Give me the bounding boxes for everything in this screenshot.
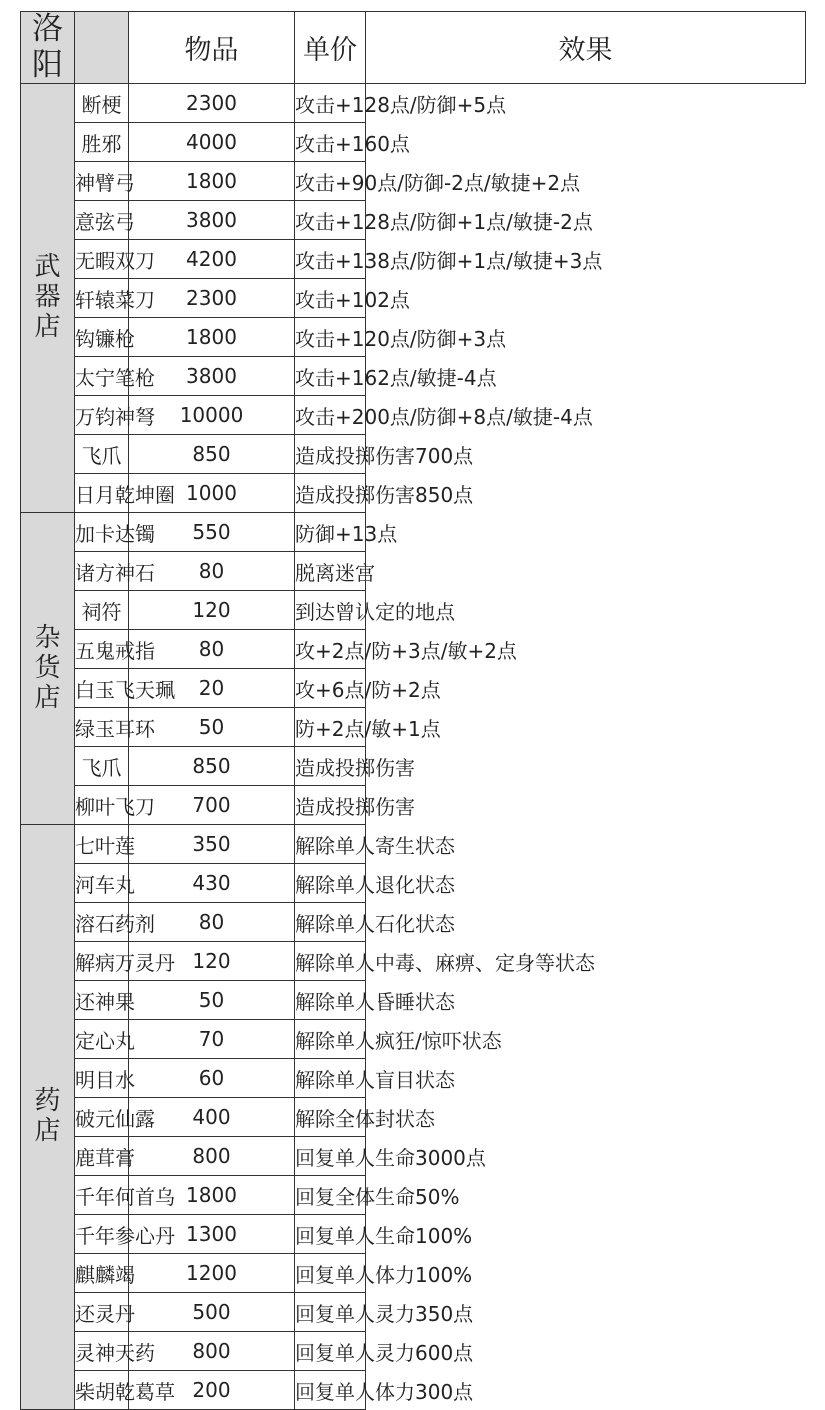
- item-price-cell: 50: [129, 981, 295, 1020]
- header-item: 物品: [129, 12, 295, 84]
- item-price-cell: 80: [129, 552, 295, 591]
- table-row: [21, 1176, 806, 1215]
- item-effect-cell: 回复单人体力300点: [295, 1371, 366, 1410]
- table-row: [21, 240, 806, 279]
- item-effect-cell: 解除全体封状态: [295, 1098, 366, 1137]
- item-price-cell: 70: [129, 1020, 295, 1059]
- table-row: [21, 84, 806, 123]
- item-effect-cell: 解除单人昏睡状态: [295, 981, 366, 1020]
- table-row: [21, 513, 806, 552]
- item-name-cell: 飞爪: [75, 747, 129, 786]
- item-name-cell: 鹿茸膏: [75, 1137, 129, 1176]
- item-name-cell: 祠符: [75, 591, 129, 630]
- item-effect-cell: 造成投掷伤害: [295, 747, 366, 786]
- item-effect-cell: 攻击+160点: [295, 123, 366, 162]
- item-name-cell: 意弦弓: [75, 201, 129, 240]
- item-name-cell: 无暇双刀: [75, 240, 129, 279]
- item-name-cell: 断梗: [75, 84, 129, 123]
- item-price-cell: 1000: [129, 474, 295, 513]
- item-effect-cell: 攻击+90点/防御-2点/敏捷+2点: [295, 162, 366, 201]
- item-name-cell: 神臂弓: [75, 162, 129, 201]
- item-effect-cell: 回复单人体力100%: [295, 1254, 366, 1293]
- item-price-cell: 3800: [129, 357, 295, 396]
- item-effect-cell: 攻击+128点/防御+1点/敏捷-2点: [295, 201, 366, 240]
- item-effect-cell: 回复全体生命50%: [295, 1176, 366, 1215]
- shop-price-table: [20, 11, 806, 1410]
- item-name-cell: 轩辕菜刀: [75, 279, 129, 318]
- item-effect-cell: 回复单人灵力350点: [295, 1293, 366, 1332]
- item-price-cell: 4200: [129, 240, 295, 279]
- table-row: [21, 825, 806, 864]
- item-price-cell: 1800: [129, 162, 295, 201]
- item-price-cell: 120: [129, 591, 295, 630]
- table-row: [21, 708, 806, 747]
- item-price-cell: 1200: [129, 1254, 295, 1293]
- table-row: [21, 123, 806, 162]
- item-effect-cell: 防+2点/敏+1点: [295, 708, 366, 747]
- table-row: [21, 1332, 806, 1371]
- table-row: [21, 1371, 806, 1410]
- item-effect-cell: 解除单人中毒、麻痹、定身等状态: [295, 942, 366, 981]
- item-price-cell: 2300: [129, 84, 295, 123]
- table-row: [21, 864, 806, 903]
- shop-category-cell: [21, 513, 75, 825]
- item-name-cell: 还灵丹: [75, 1293, 129, 1332]
- item-name-cell: 诸方神石: [75, 552, 129, 591]
- item-effect-cell: 攻+2点/防+3点/敏+2点: [295, 630, 366, 669]
- item-name-cell: 柳叶飞刀: [75, 786, 129, 825]
- table-row: [21, 435, 806, 474]
- item-effect-cell: 回复单人灵力600点: [295, 1332, 366, 1371]
- item-name-cell: 解病万灵丹: [75, 942, 129, 981]
- city-cell: [21, 12, 75, 84]
- item-price-cell: 200: [129, 1371, 295, 1410]
- city-label: 洛阳: [32, 11, 63, 83]
- item-effect-cell: 攻击+120点/防御+3点: [295, 318, 366, 357]
- item-effect-cell: 攻+6点/防+2点: [295, 669, 366, 708]
- item-effect-cell: 造成投掷伤害: [295, 786, 366, 825]
- item-price-cell: 1800: [129, 318, 295, 357]
- shop-category-cell: [21, 84, 75, 513]
- item-effect-cell: 攻击+162点/敏捷-4点: [295, 357, 366, 396]
- item-effect-cell: 造成投掷伤害850点: [295, 474, 366, 513]
- item-name-cell: 白玉飞天珮: [75, 669, 129, 708]
- table-row: [21, 552, 806, 591]
- table-row: [21, 201, 806, 240]
- table-row: [21, 591, 806, 630]
- table-row: [21, 1059, 806, 1098]
- item-name-cell: 麒麟竭: [75, 1254, 129, 1293]
- table-row: [21, 981, 806, 1020]
- item-name-cell: 加卡达镯: [75, 513, 129, 552]
- item-name-cell: 日月乾坤圈: [75, 474, 129, 513]
- shop-category-label: 武器店: [34, 252, 61, 343]
- item-price-cell: 850: [129, 747, 295, 786]
- item-effect-cell: 回复单人生命100%: [295, 1215, 366, 1254]
- item-price-cell: 430: [129, 864, 295, 903]
- item-effect-cell: 解除单人盲目状态: [295, 1059, 366, 1098]
- item-price-cell: 1300: [129, 1215, 295, 1254]
- item-price-cell: 80: [129, 630, 295, 669]
- shop-category-label: 药店: [34, 1086, 61, 1147]
- item-price-cell: 800: [129, 1137, 295, 1176]
- table-row: [21, 903, 806, 942]
- item-price-cell: 120: [129, 942, 295, 981]
- table-row: [21, 942, 806, 981]
- item-price-cell: 350: [129, 825, 295, 864]
- item-price-cell: 10000: [129, 396, 295, 435]
- item-price-cell: 800: [129, 1332, 295, 1371]
- header-row: [21, 12, 806, 84]
- item-price-cell: 400: [129, 1098, 295, 1137]
- item-name-cell: 钩镰枪: [75, 318, 129, 357]
- header-price: 单价: [295, 12, 366, 84]
- header-effect: 效果: [366, 12, 806, 84]
- table-row: [21, 1020, 806, 1059]
- item-price-cell: 850: [129, 435, 295, 474]
- item-price-cell: 1800: [129, 1176, 295, 1215]
- table-row: [21, 1293, 806, 1332]
- item-name-cell: 五鬼戒指: [75, 630, 129, 669]
- table-row: [21, 162, 806, 201]
- item-name-cell: 太宁笔枪: [75, 357, 129, 396]
- item-price-cell: 500: [129, 1293, 295, 1332]
- item-price-cell: 3800: [129, 201, 295, 240]
- item-effect-cell: 解除单人石化状态: [295, 903, 366, 942]
- table-row: [21, 1137, 806, 1176]
- item-price-cell: 60: [129, 1059, 295, 1098]
- item-price-cell: 550: [129, 513, 295, 552]
- item-price-cell: 4000: [129, 123, 295, 162]
- table-row: [21, 669, 806, 708]
- item-name-cell: 定心丸: [75, 1020, 129, 1059]
- item-effect-cell: 脱离迷宫: [295, 552, 366, 591]
- item-name-cell: 明目水: [75, 1059, 129, 1098]
- table-row: [21, 747, 806, 786]
- table-row: [21, 786, 806, 825]
- item-name-cell: 千年参心丹: [75, 1215, 129, 1254]
- table-row: [21, 396, 806, 435]
- table-row: [21, 1254, 806, 1293]
- table-row: [21, 1098, 806, 1137]
- item-effect-cell: 攻击+102点: [295, 279, 366, 318]
- table-row: [21, 318, 806, 357]
- shop-category-cell: [21, 825, 75, 1410]
- item-name-cell: 绿玉耳环: [75, 708, 129, 747]
- item-name-cell: 灵神天药: [75, 1332, 129, 1371]
- item-price-cell: 20: [129, 669, 295, 708]
- item-name-cell: 万钧神弩: [75, 396, 129, 435]
- item-name-cell: 千年何首乌: [75, 1176, 129, 1215]
- table-row: [21, 279, 806, 318]
- item-name-cell: 还神果: [75, 981, 129, 1020]
- item-effect-cell: 解除单人退化状态: [295, 864, 366, 903]
- item-name-cell: 胜邪: [75, 123, 129, 162]
- header-shop-blank: [75, 12, 129, 84]
- item-name-cell: 飞爪: [75, 435, 129, 474]
- shop-category-label: 杂货店: [34, 622, 61, 713]
- item-name-cell: 柴胡乾葛草: [75, 1371, 129, 1410]
- item-effect-cell: 防御+13点: [295, 513, 366, 552]
- table-row: [21, 474, 806, 513]
- item-price-cell: 80: [129, 903, 295, 942]
- item-effect-cell: 攻击+128点/防御+5点: [295, 84, 366, 123]
- item-name-cell: 溶石药剂: [75, 903, 129, 942]
- item-effect-cell: 回复单人生命3000点: [295, 1137, 366, 1176]
- item-price-cell: 2300: [129, 279, 295, 318]
- item-effect-cell: 到达曾认定的地点: [295, 591, 366, 630]
- table-row: [21, 1215, 806, 1254]
- item-price-cell: 50: [129, 708, 295, 747]
- item-effect-cell: 造成投掷伤害700点: [295, 435, 366, 474]
- table-row: [21, 357, 806, 396]
- item-effect-cell: 解除单人疯狂/惊吓状态: [295, 1020, 366, 1059]
- item-name-cell: 七叶莲: [75, 825, 129, 864]
- item-effect-cell: 解除单人寄生状态: [295, 825, 366, 864]
- item-price-cell: 700: [129, 786, 295, 825]
- item-name-cell: 破元仙露: [75, 1098, 129, 1137]
- table-row: [21, 630, 806, 669]
- item-effect-cell: 攻击+200点/防御+8点/敏捷-4点: [295, 396, 366, 435]
- item-name-cell: 河车丸: [75, 864, 129, 903]
- item-effect-cell: 攻击+138点/防御+1点/敏捷+3点: [295, 240, 366, 279]
